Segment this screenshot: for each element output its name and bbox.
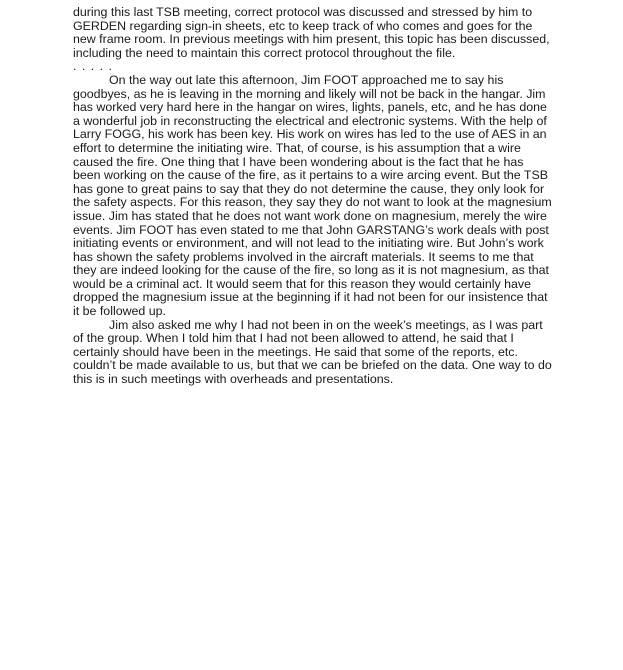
paragraph-tsb-protocol: during this last TSB meeting, correct protocol was discussed and stressed by him to GERDEN regarding sign-in sheets, etc to keep track of who comes and goes for the new frame room. In previous meetings with him present, this topic has been discussed, including the need to maintain this correct protocol throughout the file.	[73, 5, 550, 60]
document-page	[73, 6, 553, 387]
paragraph-jim-foot-goodbye: On the way out late this afternoon, Jim FOOT approached me to say his goodbyes, as he is leaving in the morning and likely will not be back in the hangar. Jim has worked very hard here in the hangar on wires, lights, panels, etc, and he has done a wonderful job in reconstructing the electrical and electronic systems. With the help of Larry FOGG, his work has been key. His work on wires has led to the use of AES in an effort to determine the initiating wire. That, of course, is his assumption that a wire caused the fire. One thing that I have been wondering about is the fact that he has been working on the cause of the fire, as it pertains to a wire arcing event. But the TSB has gone to great pains to say that they do not determine the cause, they only look for the safety aspects. For this reason, they say they do not want to look at the magnesium issue. Jim has stated that he does not want work done on magnesium, merely the wire events. Jim FOOT has even stated to me that John GARSTANG’s work deals with post initiating events or environment, and will not lead to the initiating wire. But John’s work has shown the safety problems involved in the aircraft materials. It seems to me that they are indeed looking for the cause of the fire, so long as it is not magnesium, as that would be a criminal act. It would seem that for this reason they would certainly have dropped the magnesium issue at the beginning if it had not been for our insistence that it be followed up.	[73, 72, 552, 319]
paragraph-meetings: Jim also asked me why I had not been in on the week’s meetings, as I was part of the group. When I told him that I had not been allowed to attend, he said that I certainly should have been in the meetings. He said that some of the reports, etc. couldn’t be made available to us, but that we can be briefed on the data. One way to do this is in such meetings with overheads and presentations.	[73, 317, 552, 387]
ellipsis-separator: . . . . .	[73, 59, 113, 74]
